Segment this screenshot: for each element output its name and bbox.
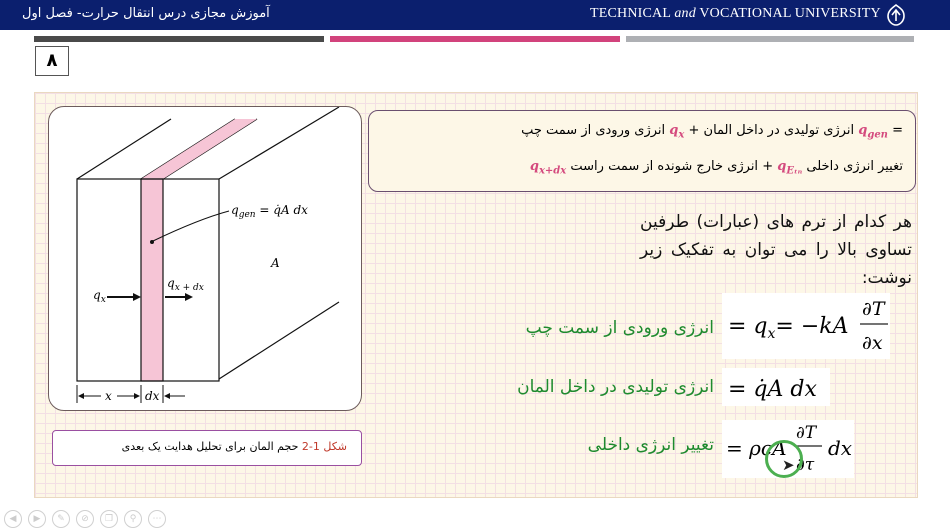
svg-text:∂τ: ∂τ xyxy=(796,455,815,475)
energy-balance-line2 xyxy=(530,159,903,177)
slide-number: ۸ xyxy=(35,46,69,76)
qxdx-label: $q_{x + dx}$ xyxy=(167,276,204,293)
internal-energy-text: تغییر انرژی داخلی xyxy=(806,159,903,174)
svg-text:∂T: ∂T xyxy=(862,298,885,320)
figure-caption xyxy=(52,430,362,466)
plus-sign-2: + xyxy=(762,159,774,174)
control-volume-diagram xyxy=(49,107,361,410)
zoom-icon[interactable]: ⚲ xyxy=(124,510,142,528)
more-icon[interactable]: ⋯ xyxy=(148,510,166,528)
svg-text:dx: dx xyxy=(828,436,853,460)
copy-icon[interactable]: ❐ xyxy=(100,510,118,528)
explanation-text: هر کدام از ترم های (عبارات) طرفین تساوی بالا را می توان به تفکیک زیر نوشت: xyxy=(640,212,912,288)
x-dim-label: x xyxy=(105,389,112,403)
energy-balance-box xyxy=(368,110,916,192)
eq-sign: = xyxy=(892,123,903,138)
qe-symbol: $q_{E_{tn}}$ xyxy=(777,159,803,177)
generated-energy-text: انرژی تولیدی در داخل المان xyxy=(703,123,855,138)
progress-bar-dark xyxy=(34,36,324,42)
incoming-energy-text: انرژی ورودی از سمت چپ xyxy=(521,123,666,138)
caption-text: حجم المان برای تحلیل هدایت یک بعدی xyxy=(121,440,302,453)
mouse-cursor-icon: ➤ xyxy=(782,456,795,474)
energy-balance-line1 xyxy=(521,123,903,141)
no-icon[interactable]: ⊘ xyxy=(76,510,94,528)
forward-icon[interactable]: ▶ xyxy=(28,510,46,528)
generation-formula xyxy=(722,368,830,406)
svg-text:∂T: ∂T xyxy=(796,423,817,443)
term-generated-energy: انرژی تولیدی در داخل المان xyxy=(517,377,714,397)
tvu-logo-icon xyxy=(886,4,906,26)
header-bar xyxy=(0,0,950,30)
outgoing-energy-text: انرژی خارج شونده از سمت راست xyxy=(570,159,759,174)
term-internal-energy: تغییر انرژی داخلی xyxy=(587,435,714,455)
qgen-symbol: $q_{gen}$ xyxy=(858,123,888,141)
player-controls xyxy=(0,506,200,532)
qxdx-symbol: $q_{x+dx}$ xyxy=(529,159,567,177)
dx-dim-label: dx xyxy=(145,389,160,403)
university-name: TECHNICAL and VOCATIONAL UNIVERSITY xyxy=(590,6,881,21)
progress-bar-pink xyxy=(330,36,620,42)
plus-sign: + xyxy=(688,123,700,138)
qx-label: $q_x$ xyxy=(93,288,106,305)
element-slab xyxy=(141,179,163,381)
caption-number: شکل 1-2 xyxy=(301,440,347,453)
qgen-label: $q_{gen}$ = q̇A dx xyxy=(231,203,308,220)
progress-bar-gray xyxy=(626,36,914,42)
pen-icon[interactable]: ✎ xyxy=(52,510,70,528)
conduction-formula xyxy=(722,293,890,359)
term-incoming-energy: انرژی ورودی از سمت چپ xyxy=(525,318,714,338)
svg-text:∂x: ∂x xyxy=(862,332,883,354)
figure-panel xyxy=(48,106,362,411)
back-icon[interactable]: ◀ xyxy=(4,510,22,528)
area-label: A xyxy=(271,256,280,270)
svg-text:= qx= −kA: = $q_x= -kA$ xyxy=(728,314,849,342)
svg-text:= ρcA: = ρcA xyxy=(726,436,787,460)
course-title: آموزش مجازی درس انتقال حرارت- فصل اول xyxy=(22,6,270,21)
qx-symbol: $q_x$ xyxy=(669,123,685,141)
svg-text:= q̇A dx: = q̇A dx xyxy=(728,377,817,402)
